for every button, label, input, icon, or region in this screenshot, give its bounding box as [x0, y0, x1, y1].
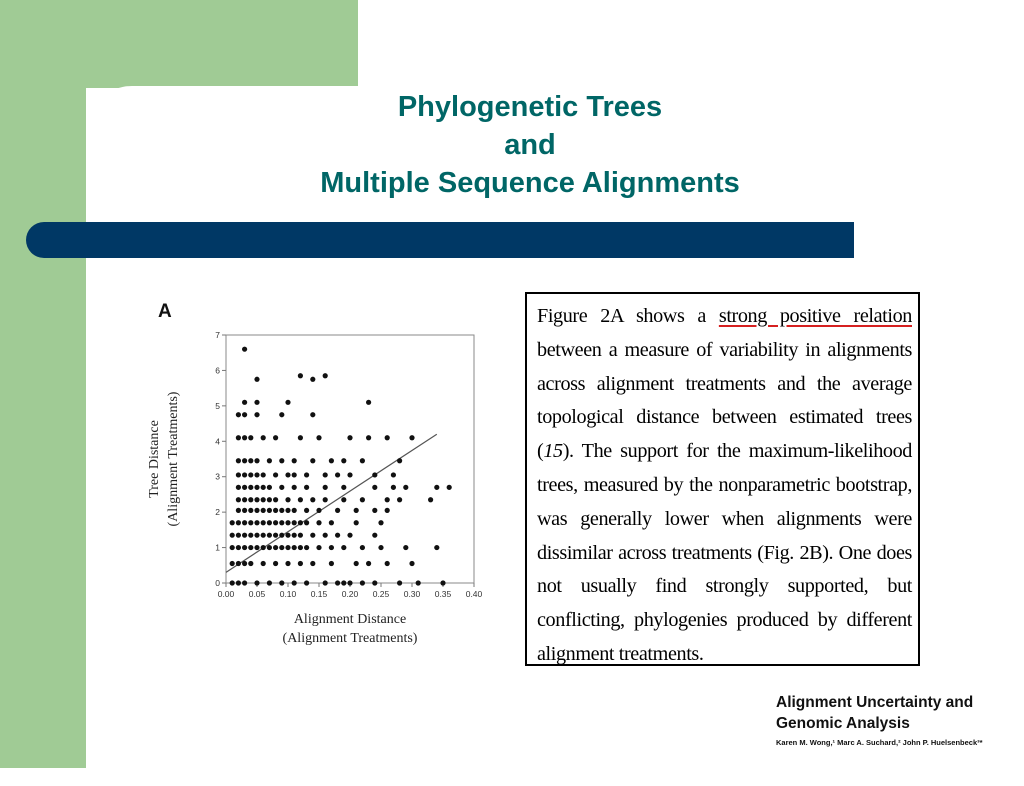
data-point	[261, 485, 266, 490]
y-tick-label: 3	[215, 471, 220, 482]
data-point	[285, 561, 290, 566]
reference-authors: Karen M. Wong,¹ Marc A. Suchard,² John P. Huelsenbeck³*	[776, 738, 983, 747]
x-tick-label: 0.15	[310, 589, 328, 599]
figure-panel-label: A	[158, 301, 172, 322]
reference-title	[776, 692, 973, 734]
data-point	[304, 472, 309, 477]
data-point	[341, 458, 346, 463]
data-point	[248, 533, 253, 538]
data-point	[261, 561, 266, 566]
data-point	[267, 497, 272, 502]
data-point	[378, 545, 383, 550]
data-point	[323, 373, 328, 378]
data-point	[279, 580, 284, 585]
data-point	[242, 485, 247, 490]
data-point	[347, 472, 352, 477]
data-point	[298, 373, 303, 378]
data-point	[360, 497, 365, 502]
data-point	[242, 545, 247, 550]
data-point	[261, 497, 266, 502]
data-point	[236, 458, 241, 463]
data-point	[242, 412, 247, 417]
data-point	[335, 533, 340, 538]
data-point	[254, 377, 259, 382]
data-point	[248, 545, 253, 550]
data-point	[273, 497, 278, 502]
data-point	[360, 458, 365, 463]
data-point	[329, 520, 334, 525]
data-point	[354, 561, 359, 566]
data-point	[248, 485, 253, 490]
data-point	[242, 580, 247, 585]
data-point	[341, 485, 346, 490]
highlighted-phrase: strong positive relation	[718, 305, 912, 327]
data-point	[285, 545, 290, 550]
data-point	[372, 533, 377, 538]
data-point	[267, 508, 272, 513]
reference-title-line-2: Genomic Analysis	[776, 715, 910, 732]
data-point	[310, 497, 315, 502]
data-point	[335, 508, 340, 513]
data-point	[279, 533, 284, 538]
data-point	[279, 458, 284, 463]
data-point	[267, 485, 272, 490]
data-point	[236, 412, 241, 417]
data-point	[335, 580, 340, 585]
data-point	[236, 580, 241, 585]
data-point	[372, 508, 377, 513]
y-axis-label-line-2: (Alignment Treatments)	[166, 391, 181, 527]
data-point	[310, 533, 315, 538]
slide-title	[230, 88, 830, 202]
data-point	[341, 497, 346, 502]
data-point	[236, 545, 241, 550]
title-line-2: and	[504, 129, 556, 161]
data-point	[242, 435, 247, 440]
data-point	[409, 435, 414, 440]
data-point	[292, 520, 297, 525]
data-point	[273, 520, 278, 525]
data-point	[298, 520, 303, 525]
data-point	[366, 400, 371, 405]
data-point	[298, 545, 303, 550]
data-point	[254, 545, 259, 550]
data-point	[323, 497, 328, 502]
data-point	[254, 472, 259, 477]
data-point	[236, 561, 241, 566]
data-point	[298, 561, 303, 566]
x-axis-label-line-2: (Alignment Treatments)	[282, 631, 418, 646]
data-point	[360, 545, 365, 550]
data-point	[273, 545, 278, 550]
y-tick-label: 5	[215, 400, 220, 411]
data-point	[304, 580, 309, 585]
data-point	[292, 580, 297, 585]
x-axis-label-line-1: Alignment Distance	[293, 612, 407, 627]
data-point	[329, 545, 334, 550]
data-point	[434, 485, 439, 490]
data-point	[385, 497, 390, 502]
data-point	[230, 520, 235, 525]
data-point	[248, 520, 253, 525]
data-point	[434, 545, 439, 550]
data-point	[372, 485, 377, 490]
data-point	[254, 580, 259, 585]
data-point	[236, 497, 241, 502]
data-point	[248, 435, 253, 440]
data-point	[261, 508, 266, 513]
data-point	[236, 435, 241, 440]
data-point	[403, 545, 408, 550]
data-point	[391, 485, 396, 490]
title-line-3: Multiple Sequence Alignments	[320, 167, 740, 199]
data-point	[285, 400, 290, 405]
data-point	[316, 435, 321, 440]
data-point	[391, 472, 396, 477]
data-point	[254, 485, 259, 490]
data-point	[304, 508, 309, 513]
data-point	[292, 458, 297, 463]
data-point	[242, 520, 247, 525]
data-point	[261, 472, 266, 477]
data-point	[316, 508, 321, 513]
data-point	[323, 533, 328, 538]
data-point	[254, 400, 259, 405]
navy-divider-band	[26, 222, 854, 258]
x-tick-label: 0.10	[279, 589, 297, 599]
data-point	[261, 533, 266, 538]
x-tick-label: 0.35	[434, 589, 452, 599]
data-point	[279, 545, 284, 550]
y-tick-label: 2	[215, 507, 220, 518]
data-point	[385, 435, 390, 440]
data-point	[279, 520, 284, 525]
data-point	[236, 520, 241, 525]
data-point	[261, 545, 266, 550]
x-tick-label: 0.20	[341, 589, 359, 599]
scatter-chart	[140, 325, 500, 655]
data-point	[273, 472, 278, 477]
data-point	[354, 520, 359, 525]
data-point	[261, 435, 266, 440]
x-tick-label: 0.40	[465, 589, 483, 599]
data-point	[242, 472, 247, 477]
data-point	[254, 520, 259, 525]
data-point	[447, 485, 452, 490]
data-point	[397, 497, 402, 502]
data-point	[335, 472, 340, 477]
trend-line	[226, 434, 437, 572]
data-point	[366, 561, 371, 566]
data-point	[360, 580, 365, 585]
data-point	[236, 472, 241, 477]
quote-paragraph	[537, 300, 912, 666]
data-point	[248, 561, 253, 566]
data-point	[273, 561, 278, 566]
data-point	[409, 561, 414, 566]
data-point	[316, 545, 321, 550]
data-point	[385, 508, 390, 513]
x-tick-label: 0.00	[217, 589, 235, 599]
data-point	[310, 561, 315, 566]
x-tick-label: 0.25	[372, 589, 390, 599]
data-point	[267, 533, 272, 538]
data-point	[323, 580, 328, 585]
y-tick-label: 4	[215, 436, 220, 447]
data-point	[230, 561, 235, 566]
data-point	[304, 485, 309, 490]
data-point	[285, 508, 290, 513]
data-point	[378, 520, 383, 525]
data-point	[248, 458, 253, 463]
quote-text-middle: between a measure of variability in alignments across alignment treatments and the average topological distance between estimated trees (	[537, 338, 912, 463]
data-point	[292, 472, 297, 477]
data-point	[242, 400, 247, 405]
data-point	[292, 533, 297, 538]
data-point	[372, 580, 377, 585]
data-point	[341, 545, 346, 550]
data-point	[329, 458, 334, 463]
data-point	[242, 497, 247, 502]
data-point	[292, 485, 297, 490]
quote-excerpt-box	[525, 292, 920, 666]
data-point	[242, 347, 247, 352]
data-point	[242, 533, 247, 538]
data-point	[310, 377, 315, 382]
quote-text-start: Figure 2A shows a	[537, 305, 719, 327]
data-point	[261, 520, 266, 525]
data-point	[298, 533, 303, 538]
data-point	[397, 580, 402, 585]
data-point	[310, 412, 315, 417]
data-point	[236, 533, 241, 538]
data-point	[372, 472, 377, 477]
data-point	[236, 485, 241, 490]
green-top-block	[0, 0, 358, 88]
data-point	[242, 508, 247, 513]
data-point	[316, 520, 321, 525]
data-point	[273, 508, 278, 513]
data-point	[230, 580, 235, 585]
x-tick-label: 0.05	[248, 589, 266, 599]
data-point	[267, 545, 272, 550]
data-point	[242, 561, 247, 566]
data-point	[285, 533, 290, 538]
data-point	[254, 533, 259, 538]
data-point	[279, 412, 284, 417]
data-point	[267, 520, 272, 525]
data-point	[292, 545, 297, 550]
data-point	[347, 533, 352, 538]
y-axis-label-line-1: Tree Distance	[147, 420, 162, 498]
y-tick-label: 6	[215, 365, 220, 376]
data-point	[329, 561, 334, 566]
data-point	[285, 472, 290, 477]
data-point	[304, 520, 309, 525]
citation-number: 15	[543, 440, 563, 463]
data-point	[236, 508, 241, 513]
data-point	[254, 458, 259, 463]
data-point	[292, 508, 297, 513]
data-point	[304, 545, 309, 550]
data-point	[285, 520, 290, 525]
data-point	[254, 412, 259, 417]
data-point	[310, 458, 315, 463]
data-point	[248, 497, 253, 502]
data-point	[397, 458, 402, 463]
x-tick-label: 0.30	[403, 589, 421, 599]
data-point	[323, 485, 328, 490]
title-line-1: Phylogenetic Trees	[397, 91, 663, 123]
data-point	[248, 508, 253, 513]
scatter-points	[230, 347, 452, 586]
data-point	[285, 497, 290, 502]
data-point	[347, 435, 352, 440]
data-point	[298, 497, 303, 502]
data-point	[230, 545, 235, 550]
data-point	[267, 580, 272, 585]
data-point	[279, 508, 284, 513]
quote-text-end: ). The support for the maximum-likelihood trees, measured by the nonparametric bootstrap, was generally lower when alignments were dissimilar across treatments (Fig. 2B). One does not usually find strongly supported, but conflicting, phylogenies produced by different alignment treatments.	[537, 440, 912, 665]
data-point	[279, 485, 284, 490]
y-tick-label: 1	[215, 542, 220, 553]
y-tick-label: 0	[215, 578, 220, 588]
data-point	[298, 435, 303, 440]
data-point	[403, 485, 408, 490]
data-point	[347, 580, 352, 585]
data-point	[366, 435, 371, 440]
data-point	[440, 580, 445, 585]
data-point	[254, 508, 259, 513]
data-point	[428, 497, 433, 502]
data-point	[323, 472, 328, 477]
data-point	[242, 458, 247, 463]
data-point	[416, 580, 421, 585]
green-sidebar	[0, 0, 86, 768]
data-point	[273, 533, 278, 538]
data-point	[267, 458, 272, 463]
data-point	[230, 533, 235, 538]
data-point	[254, 497, 259, 502]
data-point	[248, 472, 253, 477]
y-axis-ticks	[215, 330, 226, 588]
data-point	[354, 508, 359, 513]
data-point	[273, 435, 278, 440]
reference-title-line-1: Alignment Uncertainty and	[776, 694, 974, 711]
y-tick-label: 7	[215, 330, 220, 340]
data-point	[341, 580, 346, 585]
data-point	[385, 561, 390, 566]
